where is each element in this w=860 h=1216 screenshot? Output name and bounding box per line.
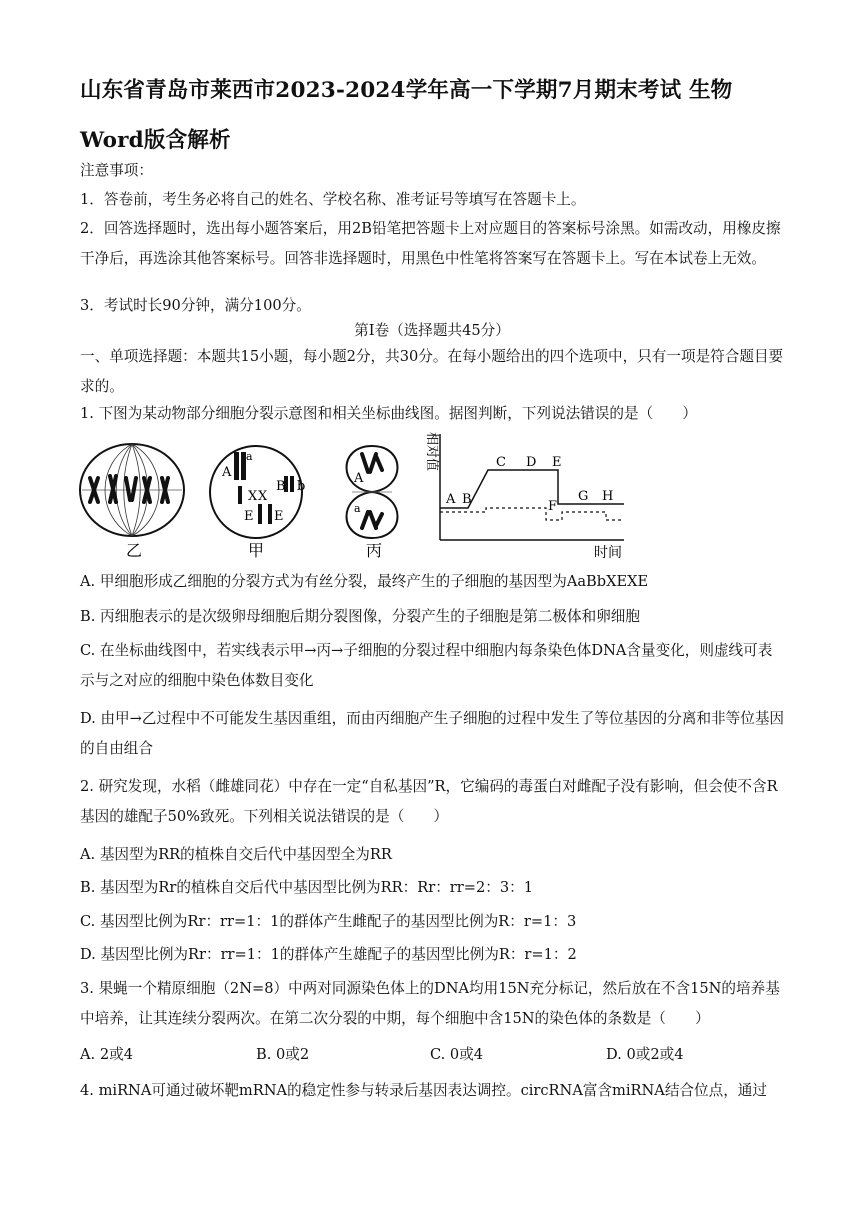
question-3-option-d: D. 0或2或4 [606,1046,684,1063]
question-2-option-d: D. 基因型比例为Rr：rr=1：1的群体产生雄配子的基因型比例为R：r=1：2 [80,946,577,963]
question-2-option-c: C. 基因型比例为Rr：rr=1：1的群体产生雌配子的基因型比例为R：r=1：3 [80,913,577,930]
graph-point-F: F [548,499,558,514]
question-1-option-d: D. 由甲→乙过程中不可能发生基因重组，而由丙细胞产生子细胞的过程中发生了等位基因的分离和非等位基因的自由组合 [80,710,785,757]
cell-jia-mark-E2: E [274,509,284,524]
section-title: 第Ⅰ卷（选择题共45分） [354,322,510,339]
cell-jia-mark-E1: E [244,509,254,524]
cell-yi [80,444,184,536]
question-2-option-b: B. 基因型为Rr的植株自交后代中基因型比例为RR：Rr：rr=2：3：1 [80,879,534,896]
cell-bing [347,446,398,538]
question-1-figure [76,424,636,566]
cell-jia-mark-A: A [222,465,232,480]
question-1-option-b: B. 丙细胞表示的是次级卵母细胞后期分裂图像，分裂产生的子细胞是第二极体和卵细胞 [80,608,640,625]
question-1-stem: 1. 下图为某动物部分细胞分裂示意图和相关坐标曲线图。据图判断，下列说法错误的是（ ） [80,405,697,422]
question-3-stem: 3. 果蝇一个精原细胞（2N=8）中两对同源染色体上的DNA均用15N充分标记，然后放在不含15N的培养基中培养，让其连续分裂两次。在第二次分裂的中期，每个细胞中含15N的染色体的条数是（ ） [80,980,780,1027]
notice-heading: 注意事项： [80,162,153,179]
graph-point-D: D [526,455,537,470]
document-title: 山东省青岛市莱西市2023-2024学年高一下学期7月期末考试 生物 Word版含解析 [80,78,733,153]
question-4-stem: 4. miRNA可通过破坏靶mRNA的稳定性参与转录后基因表达调控。circRNA富含miRNA结合位点，通过 [80,1082,767,1099]
graph-point-A: A [446,492,456,507]
cell-jia-mark-b: b [297,479,306,494]
cell-label-bing: 丙 [366,541,383,560]
cell-jia-mark-B: B [276,479,286,494]
question-3-option-b: B. 0或2 [256,1046,310,1063]
part-one-instructions: 一、单项选择题：本题共15小题，每小题2分，共30分。在每小题给出的四个选项中，只有一项是符合题目要求的。 [80,348,784,395]
graph-point-G: G [578,489,589,504]
question-2-stem: 2. 研究发现，水稻（雌雄同花）中存在一定“自私基因”R，它编码的毒蛋白对雌配子没有影响，但会使不含R基因的雄配子50%致死。下列相关说法错误的是（ ） [80,778,778,825]
cell-jia-mark-X2: X [258,489,268,504]
notice-item-3: 3．考试时长90分钟，满分100分。 [80,297,311,314]
graph-x-label: 时间 [594,545,622,561]
cell-bing-mark-A: A [354,471,364,486]
cell-jia-mark-X1: X [248,489,258,504]
notice-item-2: 2．回答选择题时，选出每小题答案后，用2B铅笔把答题卡上对应题目的答案标号涂黑。如需改动，用橡皮擦干净后，再选涂其他答案标号。回答非选择题时，用黑色中性笔将答案写在答题卡上。写在本试卷上无效。 [80,220,781,267]
question-2-option-a: A. 基因型为RR的植株自交后代中基因型全为RR [80,846,392,863]
graph-point-E: E [552,455,562,470]
question-3-option-c: C. 0或4 [430,1046,484,1063]
graph-y-label: 相对值 [424,432,439,472]
question-1-option-c: C. 在坐标曲线图中，若实线表示甲→丙→子细胞的分裂过程中细胞内每条染色体DNA含量变化，则虚线可表示与之对应的细胞中染色体数目变化 [80,642,773,689]
question-1-option-a: A. 甲细胞形成乙细胞的分裂方式为有丝分裂，最终产生的子细胞的基因型为AaBbXEXE [80,573,649,590]
cell-label-jia: 甲 [248,541,265,560]
notice-item-1: 1．答卷前，考生务必将自己的姓名、学校名称、准考证号等填写在答题卡上。 [80,191,586,208]
graph-point-H: H [602,489,614,504]
coordinate-graph [440,434,624,540]
graph-point-B: B [462,492,472,507]
cell-bing-mark-a: a [354,502,361,515]
cell-jia-mark-a: a [246,450,253,463]
question-3-options [80,1043,784,1073]
graph-point-C: C [496,455,506,470]
question-3-option-a: A. 2或4 [80,1046,133,1063]
cell-label-yi: 乙 [126,543,143,560]
